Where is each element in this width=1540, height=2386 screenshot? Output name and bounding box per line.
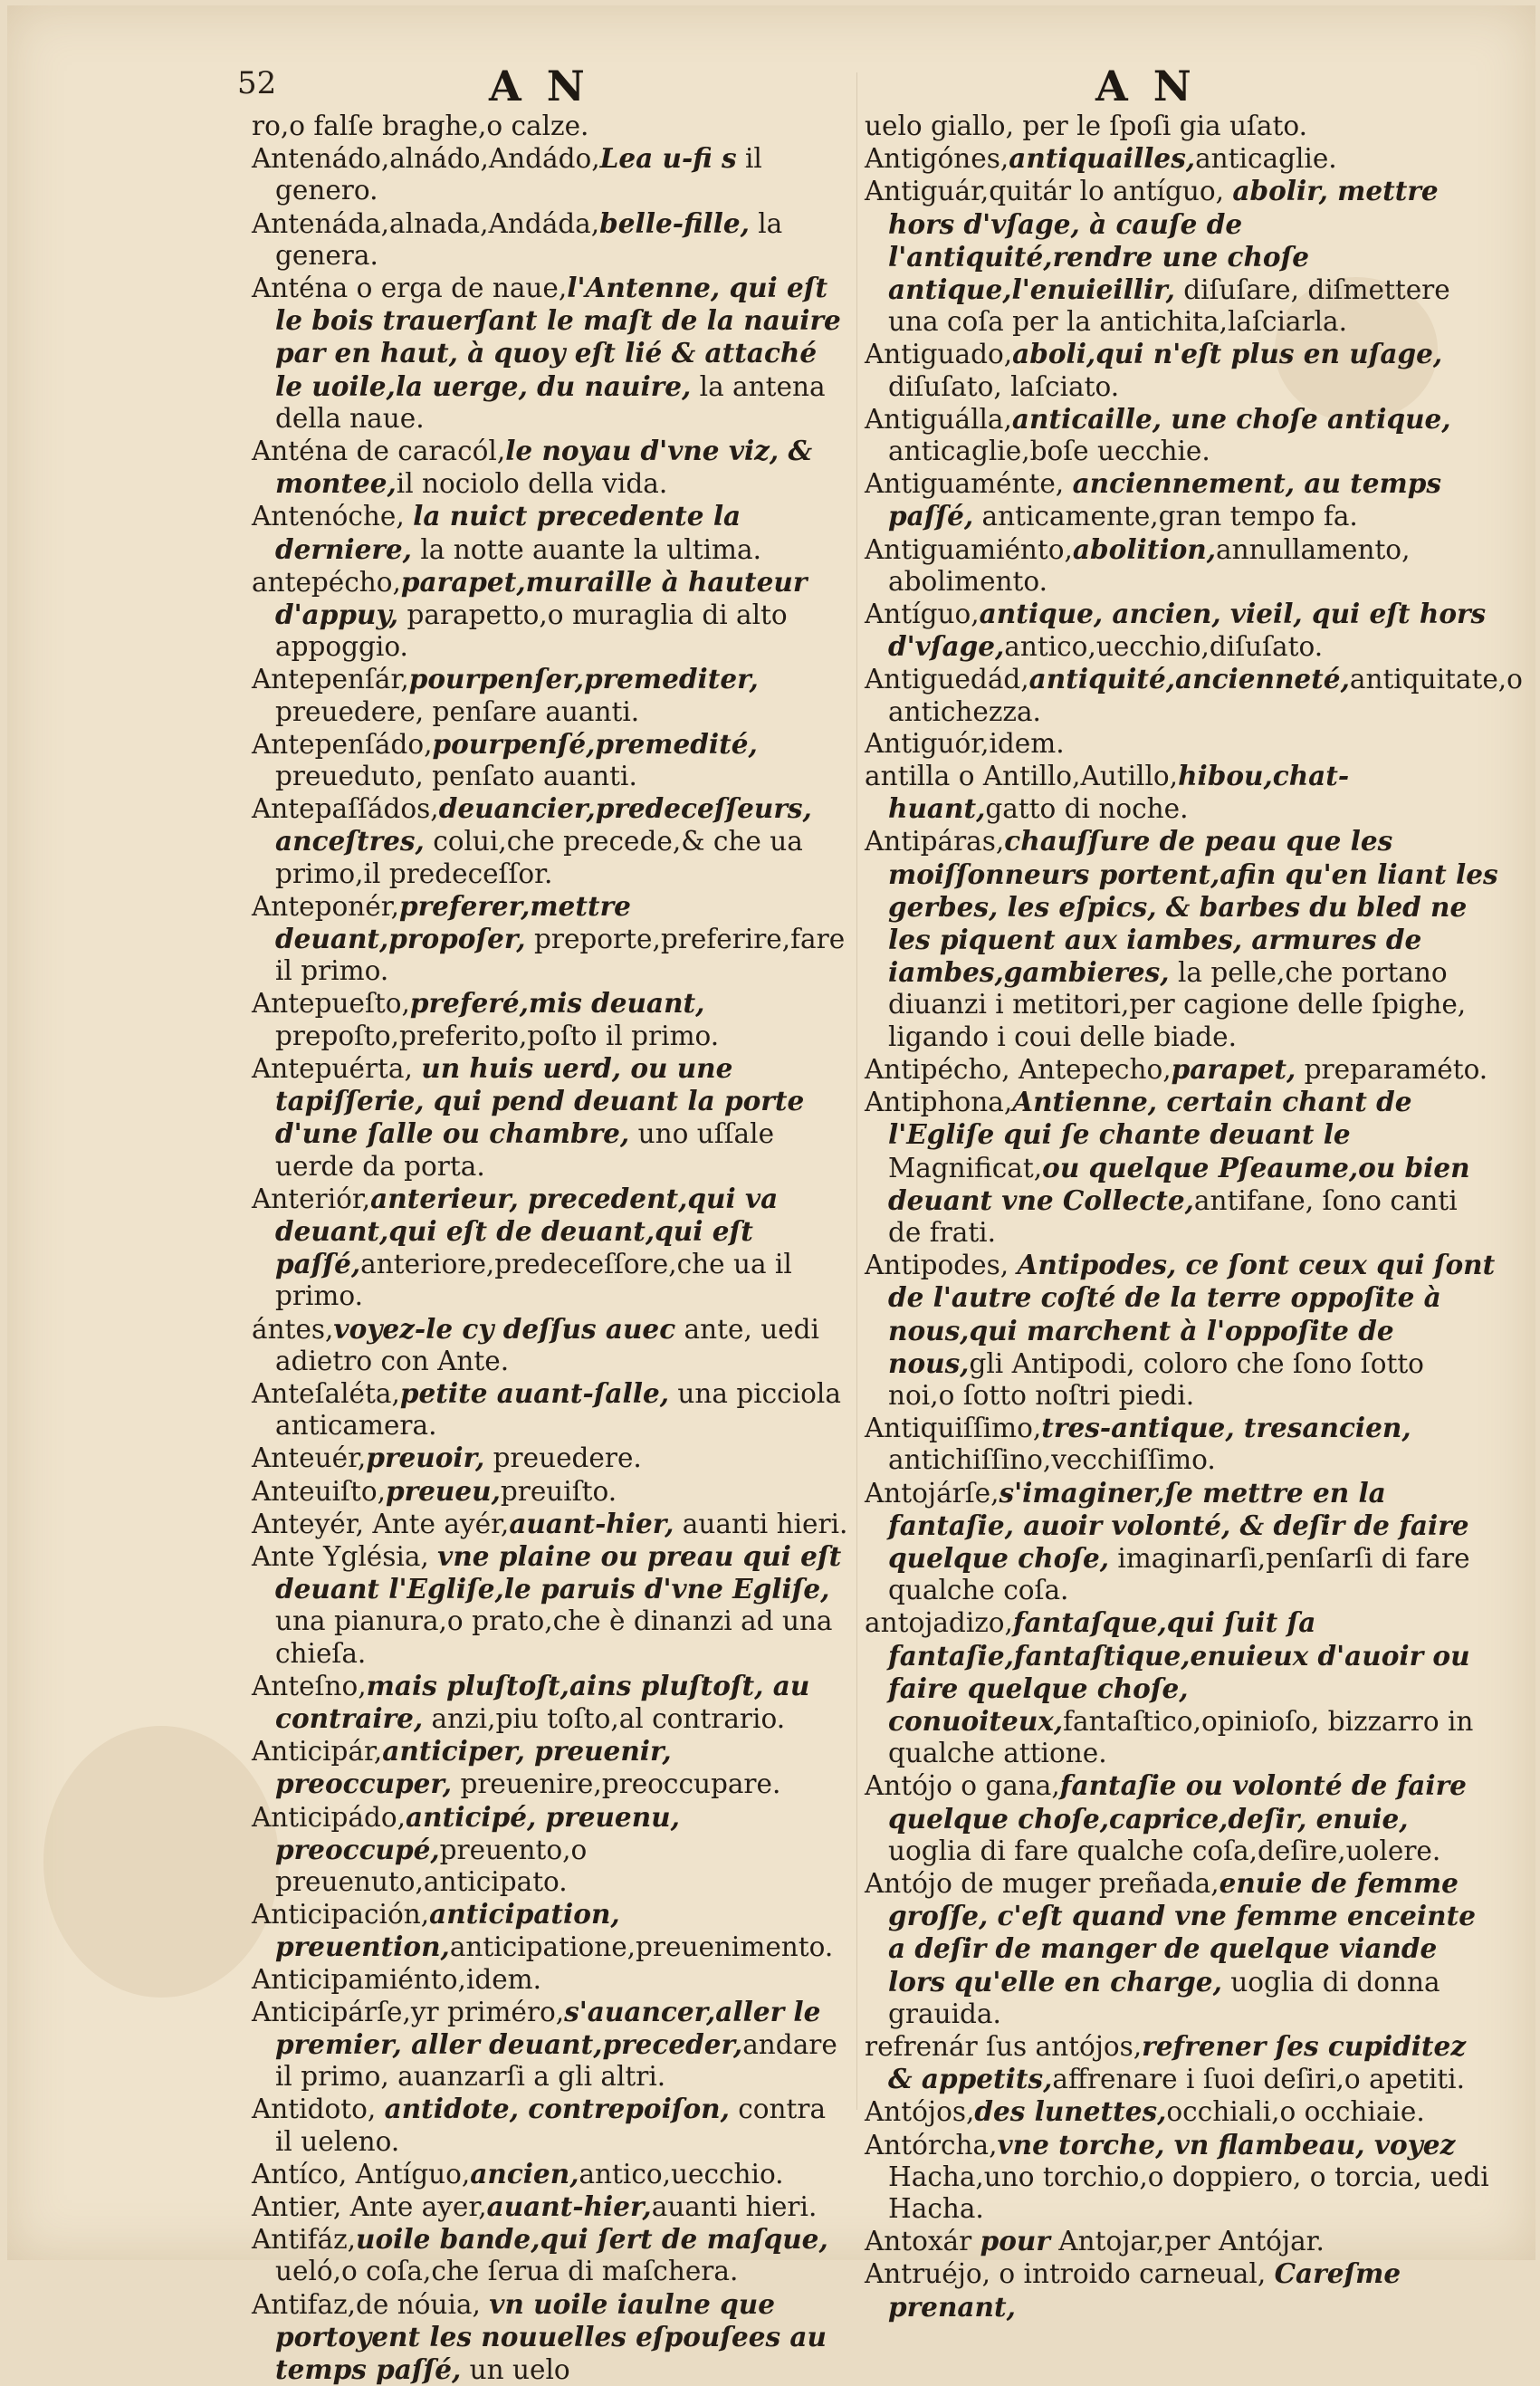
french-gloss: pour [980,2225,1050,2257]
entry-text: Ante Yglésia, [252,1540,438,1572]
entry-text: una pianura,o prato,che è dinanzi ad una chieſa. [275,1605,833,1669]
french-gloss: Lea u-fi s [599,142,737,175]
entry-text: Antruéjo, o introido carneual, [865,2258,1275,2290]
entry-text: uelo giallo, per le ſpoſi gia uſato. [865,110,1307,141]
entry-text: gli Antipodi, coloro che ſono ſotto noi,o ſotto noſtri piedi. [888,1347,1424,1411]
entry-text: anzi,piu toſto,al contrario. [423,1702,786,1734]
dictionary-entry [252,435,849,500]
dictionary-entry [865,1249,1498,1412]
dictionary-entry [252,1377,849,1442]
french-gloss: anticaille, une choſe antique, [1011,402,1451,435]
dictionary-entry [865,1412,1498,1476]
entry-text: Antoxár [865,2226,980,2257]
entry-text: antifane, ſono canti de frati. [888,1184,1458,1248]
french-gloss: fantaſie ou volonté de faire quelque choſe,caprice,deſir, enuie, [888,1769,1467,1835]
entry-text: il genero. [275,143,762,206]
entry-text: Antojar,per Antójar. [1049,2226,1325,2257]
entry-text: preuedere. [484,1442,642,1474]
entry-text: Antiguamiénto, [865,533,1073,565]
entry-text: Antiguálla, [865,403,1012,435]
entry-text: auanti hieri. [651,2191,818,2222]
entry-text: Antiguado, [865,339,1013,370]
dictionary-entry [865,338,1498,402]
entry-text: Antíco, Antíguo, [252,2158,471,2190]
entry-text: Anteponér, [252,890,399,922]
paper-stain [43,1726,279,1998]
entry-text: anticaglie. [1195,143,1337,175]
entry-text: Anteſno, [252,1670,367,1701]
dictionary-entry [252,1670,849,1735]
dictionary-entry [865,1867,1498,2030]
dictionary-entry [252,1508,849,1540]
dictionary-entry [252,1183,849,1313]
entry-text: antichiſſino,vecchiſſimo. [888,1444,1216,1476]
dictionary-entry [252,728,849,792]
entry-text: Anteyér, Ante ayér, [252,1508,510,1539]
entry-text: la genera. [275,207,783,271]
french-gloss: anciennement, au temps paſſé, [888,467,1442,532]
entry-text: andare il primo, auanzarſi a gli altri. [275,2028,837,2093]
french-gloss: vn uoile iaulne que portoyent les nouuelles eſpouſees au temps paſſé, [275,2287,827,2386]
french-gloss: parapet,muraille à hauteur d'appuy, [275,565,808,631]
french-gloss: preferé,mis deuant, [409,987,705,1020]
entry-text: Anteuér, [252,1442,367,1474]
dictionary-entry [865,728,1498,760]
entry-text: Antenáda,alnada,Andáda, [252,207,600,239]
entry-text: auanti hieri. [674,1508,848,1539]
french-gloss: parapet, [1171,1052,1296,1085]
entry-text: ántes, [252,1313,334,1345]
french-gloss: belle-fille, [599,206,750,239]
dictionary-entry [865,2257,1498,2323]
running-head-left: A N [489,62,590,110]
french-gloss: refrener ſes cupiditez & appetits, [888,2029,1467,2095]
entry-text: la pelle,che portano diuanzi i metitori,per cagione delle ſpighe, ligando i coui delle biade. [888,957,1467,1052]
entry-text: uoglia di donna grauida. [888,1966,1440,2029]
dictionary-entry [865,533,1498,598]
french-gloss: ou quelque Pſeaume,ou bien deuant vne Collecte, [888,1151,1470,1216]
french-gloss: hibou,chat-huant, [888,760,1350,825]
entry-text: il nociolo della vida. [396,468,668,500]
dictionary-entry [252,890,849,988]
entry-text: Antifaz,de nóuia, [252,2288,490,2320]
french-gloss: pourpenſer,premediter, [408,663,759,695]
entry-text: Anticipárſe,yr priméro, [252,1996,565,2027]
french-gloss: mais pluſtoſt,ains pluſtoſt, au contraire, [275,1669,810,1734]
entry-text: Anteriór, [252,1183,371,1214]
entry-text: anticamente,gran tempo fa. [973,501,1358,532]
dictionary-entry [252,142,849,206]
french-gloss: preuoir, [366,1442,485,1474]
entry-text: preuenire,preoccupare. [452,1768,781,1800]
dictionary-entry [865,2095,1498,2128]
french-gloss: anticipé, preuenu, preoccupé, [275,1800,680,1865]
dictionary-entry [252,987,849,1051]
entry-text: Antiguár,quitár lo antíguo, [865,176,1233,207]
french-gloss: anticipation, preuention, [275,1898,620,1963]
entry-text: Antepaſſádos, [252,793,439,825]
french-gloss: ancien, [470,2157,579,2190]
entry-text: uno uſſale uerde da porta. [275,1118,775,1182]
dictionary-entry [865,1606,1498,1769]
entry-text: Antiphona, [865,1087,1013,1118]
entry-text: preuedere, penſare auanti. [275,695,640,727]
entry-text: antepécho, [252,566,401,598]
entry-text: Antepenſádo, [252,728,433,760]
french-gloss: antiquailles, [1009,142,1196,175]
entry-text: la notte auante la ultima. [411,533,761,565]
entry-text: Antiguaménte, [865,468,1073,500]
dictionary-entry [252,110,849,142]
dictionary-entry [252,2158,849,2190]
entry-text: diſuſare, diſmettere una coſa per la antichita,laſciarla. [888,274,1450,338]
entry-text: Anticipamiénto,idem. [252,1963,542,1995]
dictionary-entry [865,403,1498,467]
column-divider [856,72,857,2110]
entry-text: Anténa de caracól, [252,436,506,467]
entry-text: antojadizo, [865,1607,1013,1639]
entry-text: Antojárſe, [865,1477,1000,1509]
french-gloss: s'auancer,aller le premier, aller deuant,preceder, [275,1995,821,2060]
dictionary-entry [865,175,1498,338]
entry-text: una picciola anticamera. [275,1377,841,1442]
entry-text: Antifáz, [252,2224,357,2256]
dictionary-entry [252,792,849,890]
entry-text: Antepueſto, [252,988,410,1020]
entry-text: Antepuérta, [252,1052,422,1084]
entry-text: Anticipár, [252,1736,383,1768]
entry-text: antilla o Antillo,Autillo, [865,761,1179,792]
french-gloss: l'Antenne, qui eſt le bois trauerſant le maſt de la nauire par en haut, à quoy eſt lié & attaché le uoile,la uerge, du nauire, [275,272,841,402]
entry-text: la antena della naue. [275,370,826,434]
entry-text: preueduto, penſato auanti. [275,761,637,792]
dictionary-entry [252,2288,849,2386]
french-gloss: petite auant-ſalle, [399,1376,669,1409]
entry-text: preparaméto. [1296,1053,1488,1085]
entry-text: Antíguo, [865,599,980,630]
dictionary-entry [865,1086,1498,1249]
entry-text: imaginarſi,penſarſi di fare qualche coſa. [888,1542,1470,1606]
dictionary-entry [865,110,1498,142]
dictionary-entry [865,760,1498,825]
french-gloss: abolir, mettre hors d'vſage, à cauſe de l'antiquité,rendre une choſe antique,l'enuieillir, [888,175,1439,306]
entry-text: Antier, Ante ayer, [252,2191,487,2222]
entry-text: Magnificat, [888,1152,1043,1183]
french-gloss: abolition, [1072,532,1216,565]
entry-text: Antójos, [865,2096,975,2128]
entry-text: antico,uecchio,diſuſato. [1004,631,1324,663]
french-gloss: tres-antique, tresancien, [1041,1412,1411,1444]
french-gloss: deuancier,predeceſſeurs, anceſtres, [275,792,812,858]
right-column [865,110,1523,2324]
french-gloss: auant-hier, [509,1507,674,1539]
french-gloss: voyez-le cy deſſus auec [333,1312,676,1345]
entry-text: Antigónes, [865,143,1009,175]
entry-text: prepoſto,preferito,poſto il primo. [275,1020,720,1051]
french-gloss: le noyau d'vne viz, & montee, [275,435,813,500]
dictionary-entry [865,663,1523,727]
entry-text: Antórcha, [865,2129,998,2161]
entry-text: preporte,preferire,fare il primo. [275,924,846,987]
entry-text: Antenóche, [252,501,414,532]
french-gloss: antidote, contrepoiſon, [384,2093,730,2125]
french-gloss: chauſſure de peau que les moiſſonneurs portent,afin qu'en liant les gerbes, les eſpics, & barbes du bled ne les piquent aux iambes, armures de iambes,gambieres, [888,825,1498,989]
dictionary-entry [252,1052,849,1183]
entry-text: annullamento, abolimento. [888,533,1411,597]
entry-text: ante, uedi adietro con Ante. [275,1313,819,1376]
entry-text: Antipáras, [865,826,1005,858]
dictionary-entry [252,1313,849,1377]
entry-text: Antójo o gana, [865,1770,1060,1802]
entry-text: ro,o falſe braghe,o calze. [252,110,589,141]
dictionary-entry [865,1477,1498,1607]
entry-text: Antiguór,idem. [865,727,1065,759]
entry-text: Anticipación, [252,1899,430,1931]
french-gloss: vne plaine ou preau qui eſt deuant l'Egliſe,le paruis d'vne Egliſe, [275,1539,842,1605]
french-gloss: la nuict precedente la derniere, [275,500,741,565]
dictionary-entry [252,1898,849,1963]
french-gloss: uoile bande,qui ſert de maſque, [356,2223,828,2256]
entry-text: ueló,o coſa,che ſerua di maſchera. [275,2256,739,2287]
dictionary-entry [252,1801,849,1899]
entry-text: uoglia di fare qualche coſa,deſire,uolere. [888,1835,1441,1866]
entry-text: Antójo de muger preñada, [865,1867,1220,1899]
entry-text: Antenádo,alnádo,Andádo, [252,143,600,175]
entry-text: preuiſto. [500,1475,617,1507]
entry-text: Antepenſár, [252,664,409,695]
dictionary-entry [252,2223,849,2287]
dictionary-entry [252,1540,849,1670]
dictionary-entry [252,1735,849,1800]
dictionary-entry [865,142,1498,175]
french-gloss: auant-hier, [486,2190,652,2222]
dictionary-entry [865,2030,1498,2095]
french-gloss: un huis uerd, ou une tapiſſerie, qui pend deuant la porte d'une ſalle ou chambre, [275,1051,805,1150]
dictionary-entry [252,2190,849,2223]
dictionary-entry [252,1442,849,1474]
french-gloss: enuie de femme groſſe, c'eſt quand vne femme enceinte a deſir de manger de quelque viande lors qu'elle en charge, [888,1866,1476,1998]
entry-text: diſuſato, laſciato. [888,370,1120,402]
entry-text: Anticipádo, [252,1801,407,1833]
dictionary-entry [865,1769,1498,1867]
entry-text: refrenár ſus antójos, [865,2030,1143,2062]
entry-text: colui,che precede,& che ua primo,il predeceſſor. [275,826,803,889]
french-gloss: des lunettes, [974,2095,1167,2128]
entry-text: gatto di noche. [985,793,1189,825]
french-gloss: preueu, [385,1474,501,1507]
entry-text: anteriore,predeceſſore,che ua il primo. [275,1249,792,1312]
entry-text: preuento,o preuenuto,anticipato. [275,1834,588,1897]
french-gloss: anterieur, precedent,qui va deuant,qui eſt de deuant,qui eſt paſſé, [275,1182,779,1280]
dictionary-entry [252,1964,849,1996]
dictionary-entry [865,825,1498,1052]
dictionary-entry [865,1053,1498,1086]
french-gloss: Antipodes, ce ſont ceux qui ſont de l'autre coſté de la terre oppoſite à nous,qui marchent à l'oppoſite de nous, [888,1249,1496,1379]
entry-text: anticaglie,boſe uecchie. [888,436,1210,467]
french-gloss: fantaſque,qui ſuit ſa fantaſie,fantaſtique,enuieux d'auoir ou faire quelque choſe, conuoiteux, [888,1606,1470,1737]
running-head-right: A N [1095,62,1197,110]
entry-text: Antipécho, Antepecho, [865,1053,1172,1085]
french-gloss: antique, ancien, vieil, qui eſt hors d'vſage, [888,598,1487,663]
entry-text: antico,uecchio. [579,2158,784,2190]
entry-text: affrenare i ſuoi deſiri,o apetiti. [1052,2064,1465,2095]
french-gloss: preferer,mettre deuant,propoſer, [275,889,631,955]
entry-text: Anteuiſto, [252,1475,386,1507]
entry-text: antiquitate,o antichezza. [888,664,1523,727]
entry-text: anticipatione,preuenimento. [449,1931,834,1963]
page-number: 52 [237,65,277,101]
left-column [252,110,849,2386]
entry-text: parapetto,o muraglia di alto appoggio. [275,599,788,663]
french-gloss: Careſme prenant, [888,2257,1401,2323]
french-gloss: antiquité,ancienneté, [1028,663,1350,695]
dictionary-entry [252,207,849,272]
dictionary-entry [865,467,1498,532]
entry-text: contra il ueleno. [275,2094,827,2157]
french-gloss: s'imaginer,ſe mettre en la fantaſie, auoir volonté, & deſir de faire quelque choſe, [888,1476,1469,1574]
dictionary-entry [252,500,849,565]
dictionary-entry [865,2129,1498,2226]
french-gloss: pourpenſé,premedité, [432,727,758,760]
french-gloss: Antienne, certain chant de l'Egliſe qui ſe chante deuant le [888,1086,1412,1151]
entry-text: Antiquiſſimo, [865,1413,1042,1444]
dictionary-entry [252,566,849,664]
french-gloss: aboli,qui n'eſt plus en uſage, [1012,338,1443,370]
dictionary-entry [252,1996,849,2094]
french-gloss: vne torche, vn flambeau, voyez [997,2128,1456,2161]
dictionary-entry [252,663,849,727]
dictionary-entry [865,2225,1498,2257]
entry-text: Hacha,uno torchio,o doppiero, o torcia, uedi Hacha. [888,2161,1489,2224]
entry-text: Anteſaléta, [252,1377,400,1409]
dictionary-entry [865,598,1498,663]
entry-text: occhiali,o occhiaie. [1166,2096,1425,2128]
entry-text: Anténa o erga de naue, [252,273,568,304]
entry-text: Antipodes, [865,1250,1018,1281]
entry-text: Antidoto, [252,2094,385,2125]
entry-text: fantaſtico,opinioſo, bizzarro in qualche attione. [888,1705,1474,1769]
dictionary-entry [252,2093,849,2157]
dictionary-entry [252,1475,849,1508]
entry-text: un uelo [461,2354,570,2386]
entry-text: Antiguedád, [865,664,1029,695]
dictionary-entry [252,272,849,435]
french-gloss: anticiper, preuenir, preoccuper, [275,1735,672,1800]
